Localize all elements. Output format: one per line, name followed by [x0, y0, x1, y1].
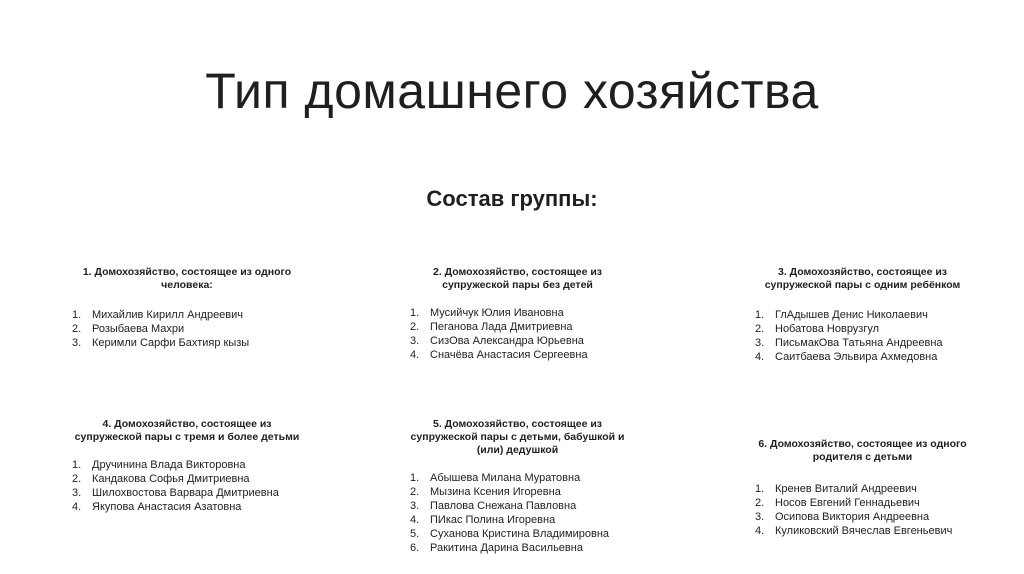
member-item — [410, 334, 625, 348]
member-item — [755, 496, 970, 510]
member-number: 3. — [410, 335, 420, 347]
member-number: 2. — [72, 323, 82, 335]
member-number: 4. — [410, 349, 420, 361]
group-heading: 4. Домохозяйство, состоящее из супружеской пары с тремя и более детьми — [74, 418, 300, 443]
member-number: 1. — [72, 309, 82, 321]
member-name: Кандакова Софья Дмитриевна — [92, 473, 250, 485]
member-name: Сначёва Анастасия Сергеевна — [430, 349, 588, 361]
member-number: 1. — [410, 472, 420, 484]
member-item — [755, 308, 970, 322]
group-couple-one-child — [755, 266, 970, 364]
member-name: Абышева Милана Муратовна — [430, 472, 581, 484]
member-number: 1. — [410, 307, 420, 319]
member-name: Павлова Снежана Павловна — [430, 500, 577, 512]
member-item — [72, 336, 302, 350]
member-number: 4. — [72, 501, 82, 513]
member-name: Михайлив Кирилл Андреевич — [92, 309, 244, 321]
member-item — [72, 500, 302, 514]
member-name: Дручинина Влада Викторовна — [92, 459, 246, 471]
member-name: Носов Евгений Геннадьевич — [775, 497, 920, 509]
group-couple-three-plus-children — [72, 418, 302, 514]
member-item — [72, 458, 302, 472]
member-number: 5. — [410, 528, 420, 540]
member-item — [410, 485, 625, 499]
member-name: Якупова Анастасия Азатовна — [92, 501, 242, 513]
member-item — [755, 524, 970, 538]
member-name: Суханова Кристина Владимировна — [430, 528, 610, 540]
member-name: Розыбаева Махри — [92, 323, 185, 335]
member-name: Нобатова Новрузгул — [775, 323, 880, 335]
member-item — [755, 336, 970, 350]
member-item — [755, 482, 970, 496]
member-number: 3. — [72, 337, 82, 349]
member-item — [72, 322, 302, 336]
group-heading: 3. Домохозяйство, состоящее из супружеской пары с одним ребёнком — [764, 266, 961, 291]
member-number: 2. — [755, 323, 765, 335]
member-name: Осипова Виктория Андреевна — [775, 511, 930, 523]
member-item — [410, 306, 625, 320]
member-item — [410, 348, 625, 362]
member-name: Пеганова Лада Дмитриевна — [430, 321, 573, 333]
member-name: Мусийчук Юлия Ивановна — [430, 307, 564, 319]
member-name: Шилохвостова Варвара Дмитриевна — [92, 487, 279, 499]
group-couple-no-children — [410, 266, 625, 362]
member-number: 4. — [755, 525, 765, 537]
member-list — [755, 308, 970, 364]
member-name: СизОва Александра Юрьевна — [430, 335, 584, 347]
member-list — [410, 471, 625, 555]
member-list — [72, 308, 302, 350]
member-number: 1. — [755, 309, 765, 321]
member-name: ГлАдышев Денис Николаевич — [775, 309, 928, 321]
member-number: 3. — [755, 337, 765, 349]
member-item — [410, 499, 625, 513]
member-name: Куликовский Вячеслав Евгеньевич — [775, 525, 953, 537]
group-heading: 1. Домохозяйство, состоящее из одного человека: — [82, 266, 292, 291]
member-item — [72, 472, 302, 486]
member-number: 3. — [72, 487, 82, 499]
group-heading: 2. Домохозяйство, состоящее из супружеской пары без детей — [432, 266, 603, 291]
member-name: Керимли Сарфи Бахтияр кызы — [92, 337, 250, 349]
page-title: Тип домашнего хозяйства — [205, 63, 819, 119]
group-single-person — [72, 266, 302, 350]
member-number: 4. — [755, 351, 765, 363]
group-heading: 5. Домохозяйство, состоящее из супружеской пары с детьми, бабушкой и (или) дедушкой — [410, 418, 625, 456]
member-number: 1. — [755, 483, 765, 495]
member-name: Саитбаева Эльвира Ахмедовна — [775, 351, 938, 363]
member-item — [72, 308, 302, 322]
member-number: 3. — [410, 500, 420, 512]
member-item — [410, 541, 625, 555]
member-name: Ракитина Дарина Васильевна — [430, 542, 583, 554]
member-list — [410, 306, 625, 362]
member-item — [755, 510, 970, 524]
member-number: 1. — [72, 459, 82, 471]
member-list — [755, 482, 970, 538]
member-item — [410, 320, 625, 334]
member-item — [72, 486, 302, 500]
member-number: 6. — [410, 542, 420, 554]
member-item — [755, 350, 970, 364]
group-heading: 6. Домохозяйство, состоящее из одного родителя с детьми — [758, 438, 967, 463]
page-subtitle: Состав группы: — [426, 186, 598, 211]
member-list — [72, 458, 302, 514]
member-name: Мызина Ксения Игоревна — [430, 486, 561, 498]
member-name: Кренев Виталий Андреевич — [775, 483, 917, 495]
member-number: 2. — [755, 497, 765, 509]
group-single-parent — [755, 438, 970, 538]
member-item — [755, 322, 970, 336]
member-name: ПИкас Полина Игоревна — [430, 514, 556, 526]
member-number: 4. — [410, 514, 420, 526]
member-name: ПисьмакОва Татьяна Андреевна — [775, 337, 943, 349]
member-number: 2. — [72, 473, 82, 485]
member-item — [410, 471, 625, 485]
member-number: 2. — [410, 486, 420, 498]
group-couple-children-grandparents — [410, 418, 625, 555]
member-item — [410, 513, 625, 527]
member-number: 3. — [755, 511, 765, 523]
member-item — [410, 527, 625, 541]
member-number: 2. — [410, 321, 420, 333]
